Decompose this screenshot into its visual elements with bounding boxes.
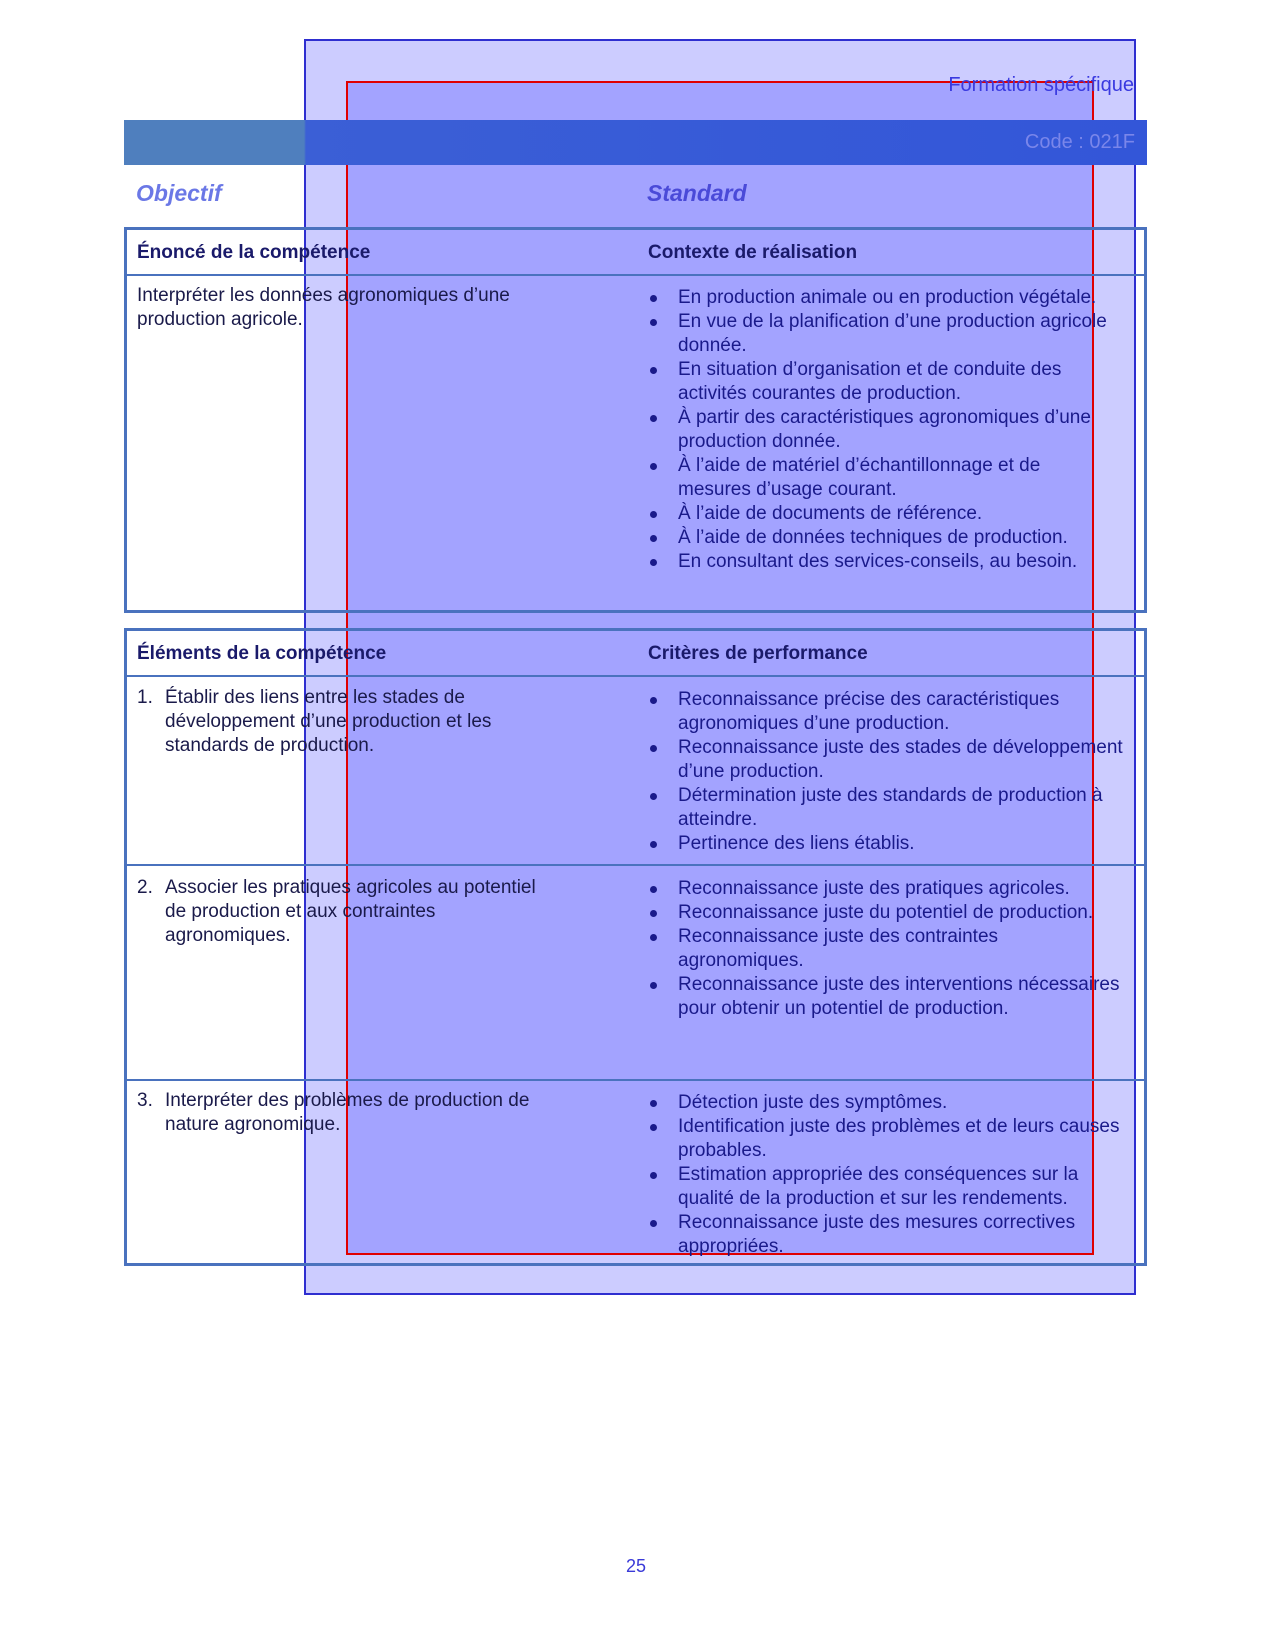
program-title: Formation spécifique <box>948 74 1134 96</box>
criterion-item: Reconnaissance juste des pratiques agricoles. <box>648 877 1128 901</box>
criterion-item: Détection juste des symptômes. <box>648 1091 1128 1115</box>
context-item: En production animale ou en production végétale. <box>648 286 1118 310</box>
context-item: À partir des caractéristiques agronomiques d’une production donnée. <box>648 406 1118 454</box>
criterion-item: Estimation appropriée des conséquences sur la qualité de la production et sur les rendements. <box>648 1163 1128 1211</box>
element-item <box>137 1089 537 1137</box>
row-divider <box>127 1079 1144 1081</box>
context-list <box>648 286 1118 574</box>
elements-header-row <box>127 631 1144 677</box>
criterion-item: Reconnaissance juste des contraintes agronomiques. <box>648 925 1128 973</box>
criteria-list <box>648 877 1128 1021</box>
statement-header-row <box>127 230 1144 276</box>
context-item: En situation d’organisation et de conduite des activités courantes de production. <box>648 358 1118 406</box>
bullet-icon <box>650 319 657 326</box>
bullet-icon <box>650 910 657 917</box>
standard-heading: Standard <box>647 180 747 206</box>
criterion-item: Reconnaissance juste des stades de développement d’une production. <box>648 736 1128 784</box>
criterion-item: Détermination juste des standards de production à atteindre. <box>648 784 1128 832</box>
criterion-item: Reconnaissance juste des interventions nécessaires pour obtenir un potentiel de production. <box>648 973 1128 1021</box>
row-divider <box>127 864 1144 866</box>
bullet-icon <box>650 886 657 893</box>
element-number: 3. <box>137 1090 153 1111</box>
context-item: En consultant des services-conseils, au besoin. <box>648 550 1118 574</box>
bullet-icon <box>650 463 657 470</box>
statement-heading: Énoncé de la compétence <box>137 242 371 263</box>
bullet-icon <box>650 1220 657 1227</box>
bullet-icon <box>650 697 657 704</box>
context-item: À l’aide de documents de référence. <box>648 502 1118 526</box>
context-item: En vue de la planification d’une production agricole donnée. <box>648 310 1118 358</box>
element-text: Interpréter des problèmes de production de nature agronomique. <box>165 1090 530 1135</box>
header-band <box>124 120 1147 165</box>
context-item: À l’aide de matériel d’échantillonnage et de mesures d’usage courant. <box>648 454 1118 502</box>
bullet-icon <box>650 535 657 542</box>
criterion-item: Reconnaissance juste des mesures correctives appropriées. <box>648 1211 1128 1259</box>
criterion-item: Pertinence des liens établis. <box>648 832 1128 856</box>
bullet-icon <box>650 559 657 566</box>
element-number: 2. <box>137 877 153 898</box>
bullet-icon <box>650 745 657 752</box>
criterion-item: Identification juste des problèmes et de leurs causes probables. <box>648 1115 1128 1163</box>
criterion-item: Reconnaissance juste du potentiel de production. <box>648 901 1128 925</box>
criteria-heading: Critères de performance <box>648 643 868 664</box>
context-item: À l’aide de données techniques de production. <box>648 526 1118 550</box>
element-text: Établir des liens entre les stades de développement d’une production et les standards de production. <box>165 687 492 756</box>
competency-statement <box>137 284 537 332</box>
criteria-list <box>648 688 1128 856</box>
competency-statement-text: Interpréter les données agronomiques d’une production agricole. <box>137 285 510 330</box>
bullet-icon <box>650 934 657 941</box>
competency-code: Code : 021F <box>1024 131 1135 153</box>
bullet-icon <box>650 295 657 302</box>
criteria-list <box>648 1091 1128 1259</box>
criterion-item: Reconnaissance précise des caractéristiques agronomiques d’une production. <box>648 688 1128 736</box>
bullet-icon <box>650 841 657 848</box>
objective-heading: Objectif <box>136 180 222 206</box>
elements-heading: Éléments de la compétence <box>137 643 387 664</box>
element-item <box>137 876 537 948</box>
bullet-icon <box>650 367 657 374</box>
element-item <box>137 686 537 758</box>
element-number: 1. <box>137 687 153 708</box>
context-heading: Contexte de réalisation <box>648 242 858 263</box>
page-number: 25 <box>626 1556 647 1576</box>
bullet-icon <box>650 1100 657 1107</box>
statement-box <box>124 227 1147 613</box>
bullet-icon <box>650 793 657 800</box>
bullet-icon <box>650 1172 657 1179</box>
elements-box <box>124 628 1147 1266</box>
bullet-icon <box>650 415 657 422</box>
element-text: Associer les pratiques agricoles au potentiel de production et aux contraintes agronomiques. <box>165 877 536 946</box>
bullet-icon <box>650 982 657 989</box>
bullet-icon <box>650 1124 657 1131</box>
bullet-icon <box>650 511 657 518</box>
